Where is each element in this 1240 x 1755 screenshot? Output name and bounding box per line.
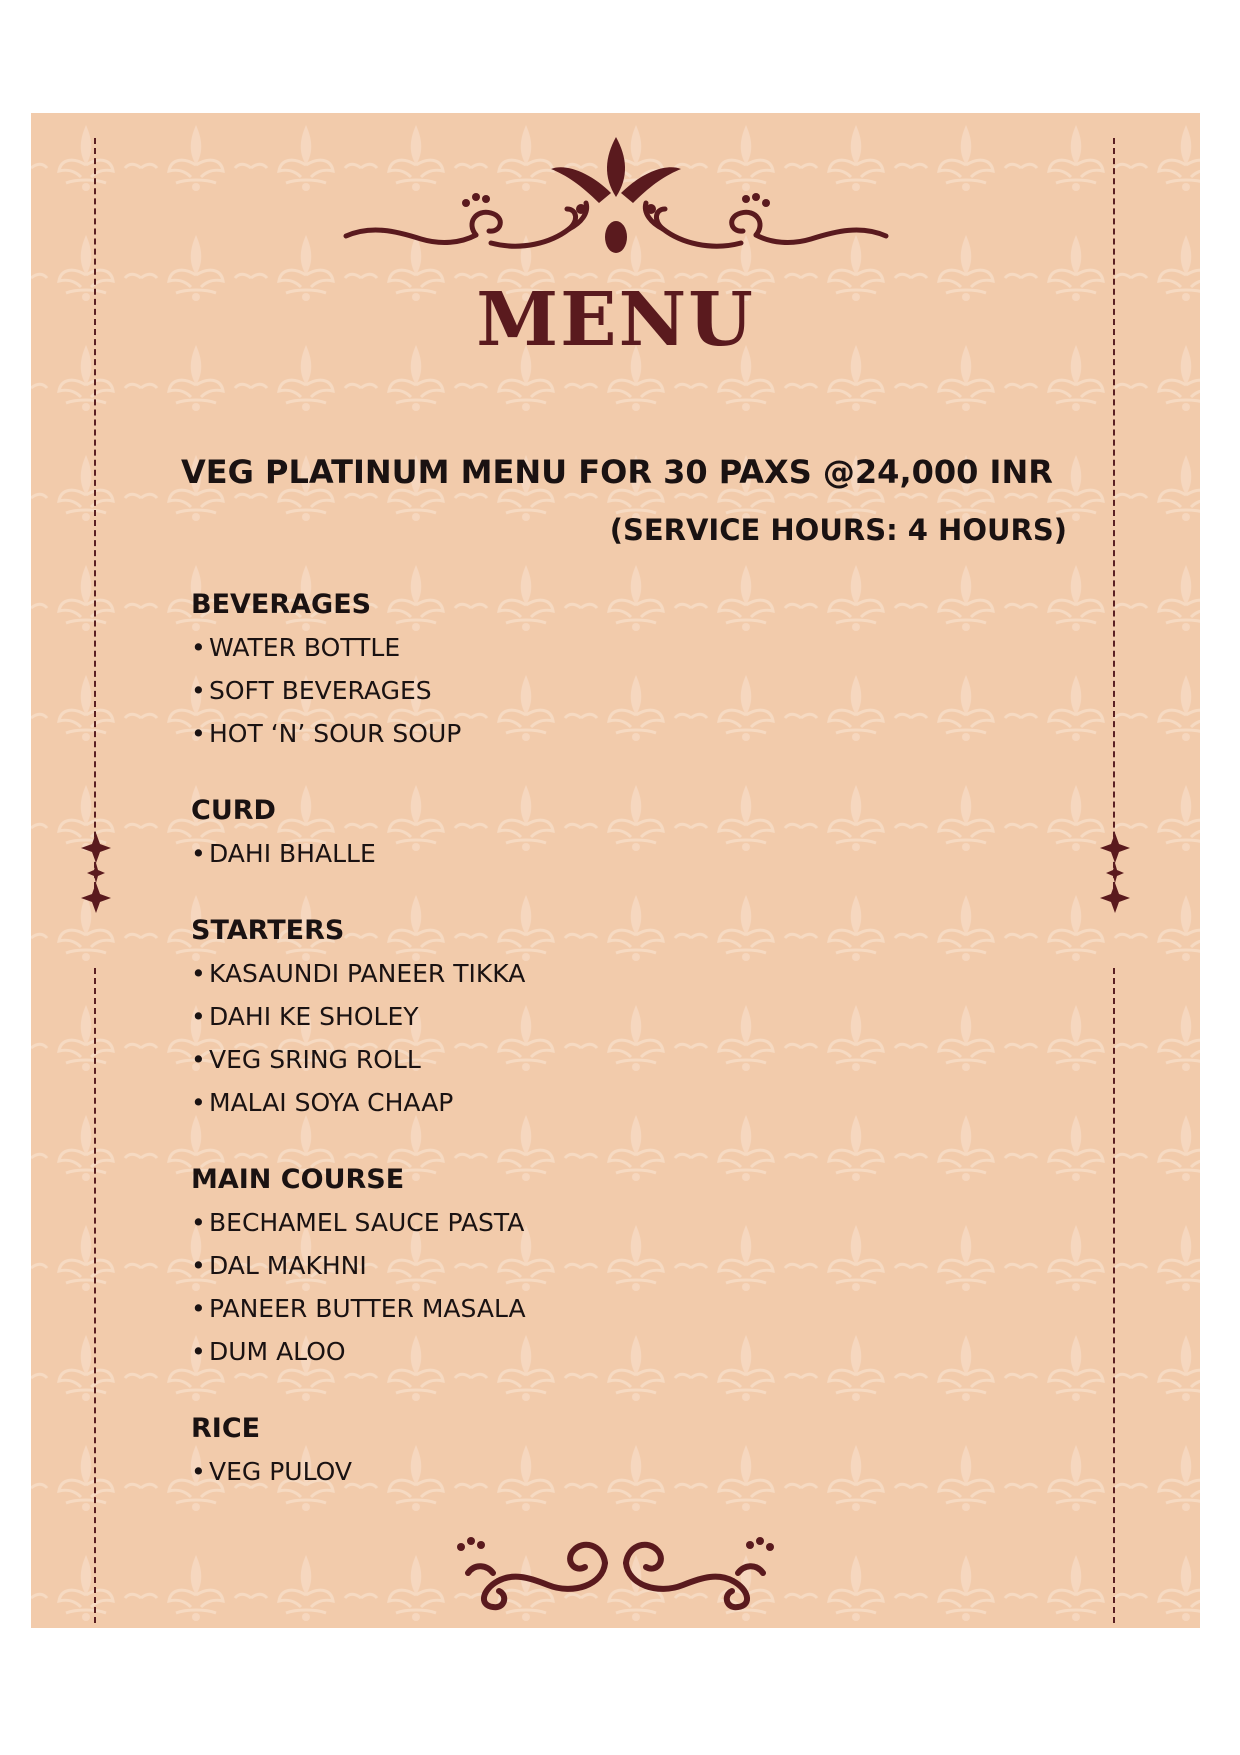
flourish-icon [341,133,891,263]
section-curd [191,789,991,875]
bullet: • [191,633,206,662]
menu-item-label: MALAI SOYA CHAAP [209,1088,454,1117]
menu-card [31,113,1200,1628]
menu-item-label: DAHI BHALLE [209,839,376,868]
menu-item [191,952,991,995]
bullet: • [191,1337,206,1366]
left-border-top [94,138,96,898]
bullet: • [191,1294,206,1323]
menu-item [191,1038,991,1081]
scroll-flourish-icon [453,1533,778,1613]
menu-item [191,1244,991,1287]
section-title: MAIN COURSE [191,1164,405,1195]
menu-item-label: DUM ALOO [209,1337,346,1366]
bullet: • [191,1457,206,1486]
menu-sections [191,583,991,1527]
menu-item [191,626,991,669]
menu-item [191,1081,991,1124]
section-title: RICE [191,1413,261,1444]
menu-item-label: BECHAMEL SAUCE PASTA [209,1208,525,1237]
menu-headline: VEG PLATINUM MENU FOR 30 PAXS @24,000 INR [181,453,1053,491]
section-title: CURD [191,795,276,826]
menu-item [191,1201,991,1244]
menu-item [191,1330,991,1373]
menu-item [191,995,991,1038]
section-beverages [191,583,991,755]
bullet: • [191,1088,206,1117]
right-border-top [1113,138,1115,898]
menu-item-label: PANEER BUTTER MASALA [209,1294,526,1323]
menu-item-label: KASAUNDI PANEER TIKKA [209,959,526,988]
menu-item [191,1450,991,1493]
menu-item-label: DAL MAKHNI [209,1251,367,1280]
bullet: • [191,1208,206,1237]
bullet: • [191,1251,206,1280]
section-rice [191,1407,991,1493]
section-main-course [191,1158,991,1373]
menu-item-label: HOT ‘N’ SOUR SOUP [209,719,462,748]
bullet: • [191,959,206,988]
bullet: • [191,1045,206,1074]
menu-item [191,669,991,712]
bullet: • [191,839,206,868]
menu-item-label: DAHI KE SHOLEY [209,1002,419,1031]
page-title: MENU [476,277,755,363]
menu-item-label: SOFT BEVERAGES [209,676,432,705]
menu-item-label: VEG SRING ROLL [209,1045,421,1074]
bullet: • [191,676,206,705]
diamond-cluster-icon [81,833,111,913]
bullet: • [191,719,206,748]
service-hours: (SERVICE HOURS: 4 HOURS) [609,513,1067,547]
section-title: STARTERS [191,915,345,946]
menu-item [191,712,991,755]
menu-item-label: WATER BOTTLE [209,633,401,662]
menu-item-label: VEG PULOV [209,1457,352,1486]
menu-item [191,832,991,875]
diamond-cluster-icon [1100,833,1130,913]
right-border-bottom [1113,968,1115,1623]
bullet: • [191,1002,206,1031]
menu-item [191,1287,991,1330]
section-starters [191,909,991,1124]
section-title: BEVERAGES [191,589,372,620]
left-border-bottom [94,968,96,1623]
